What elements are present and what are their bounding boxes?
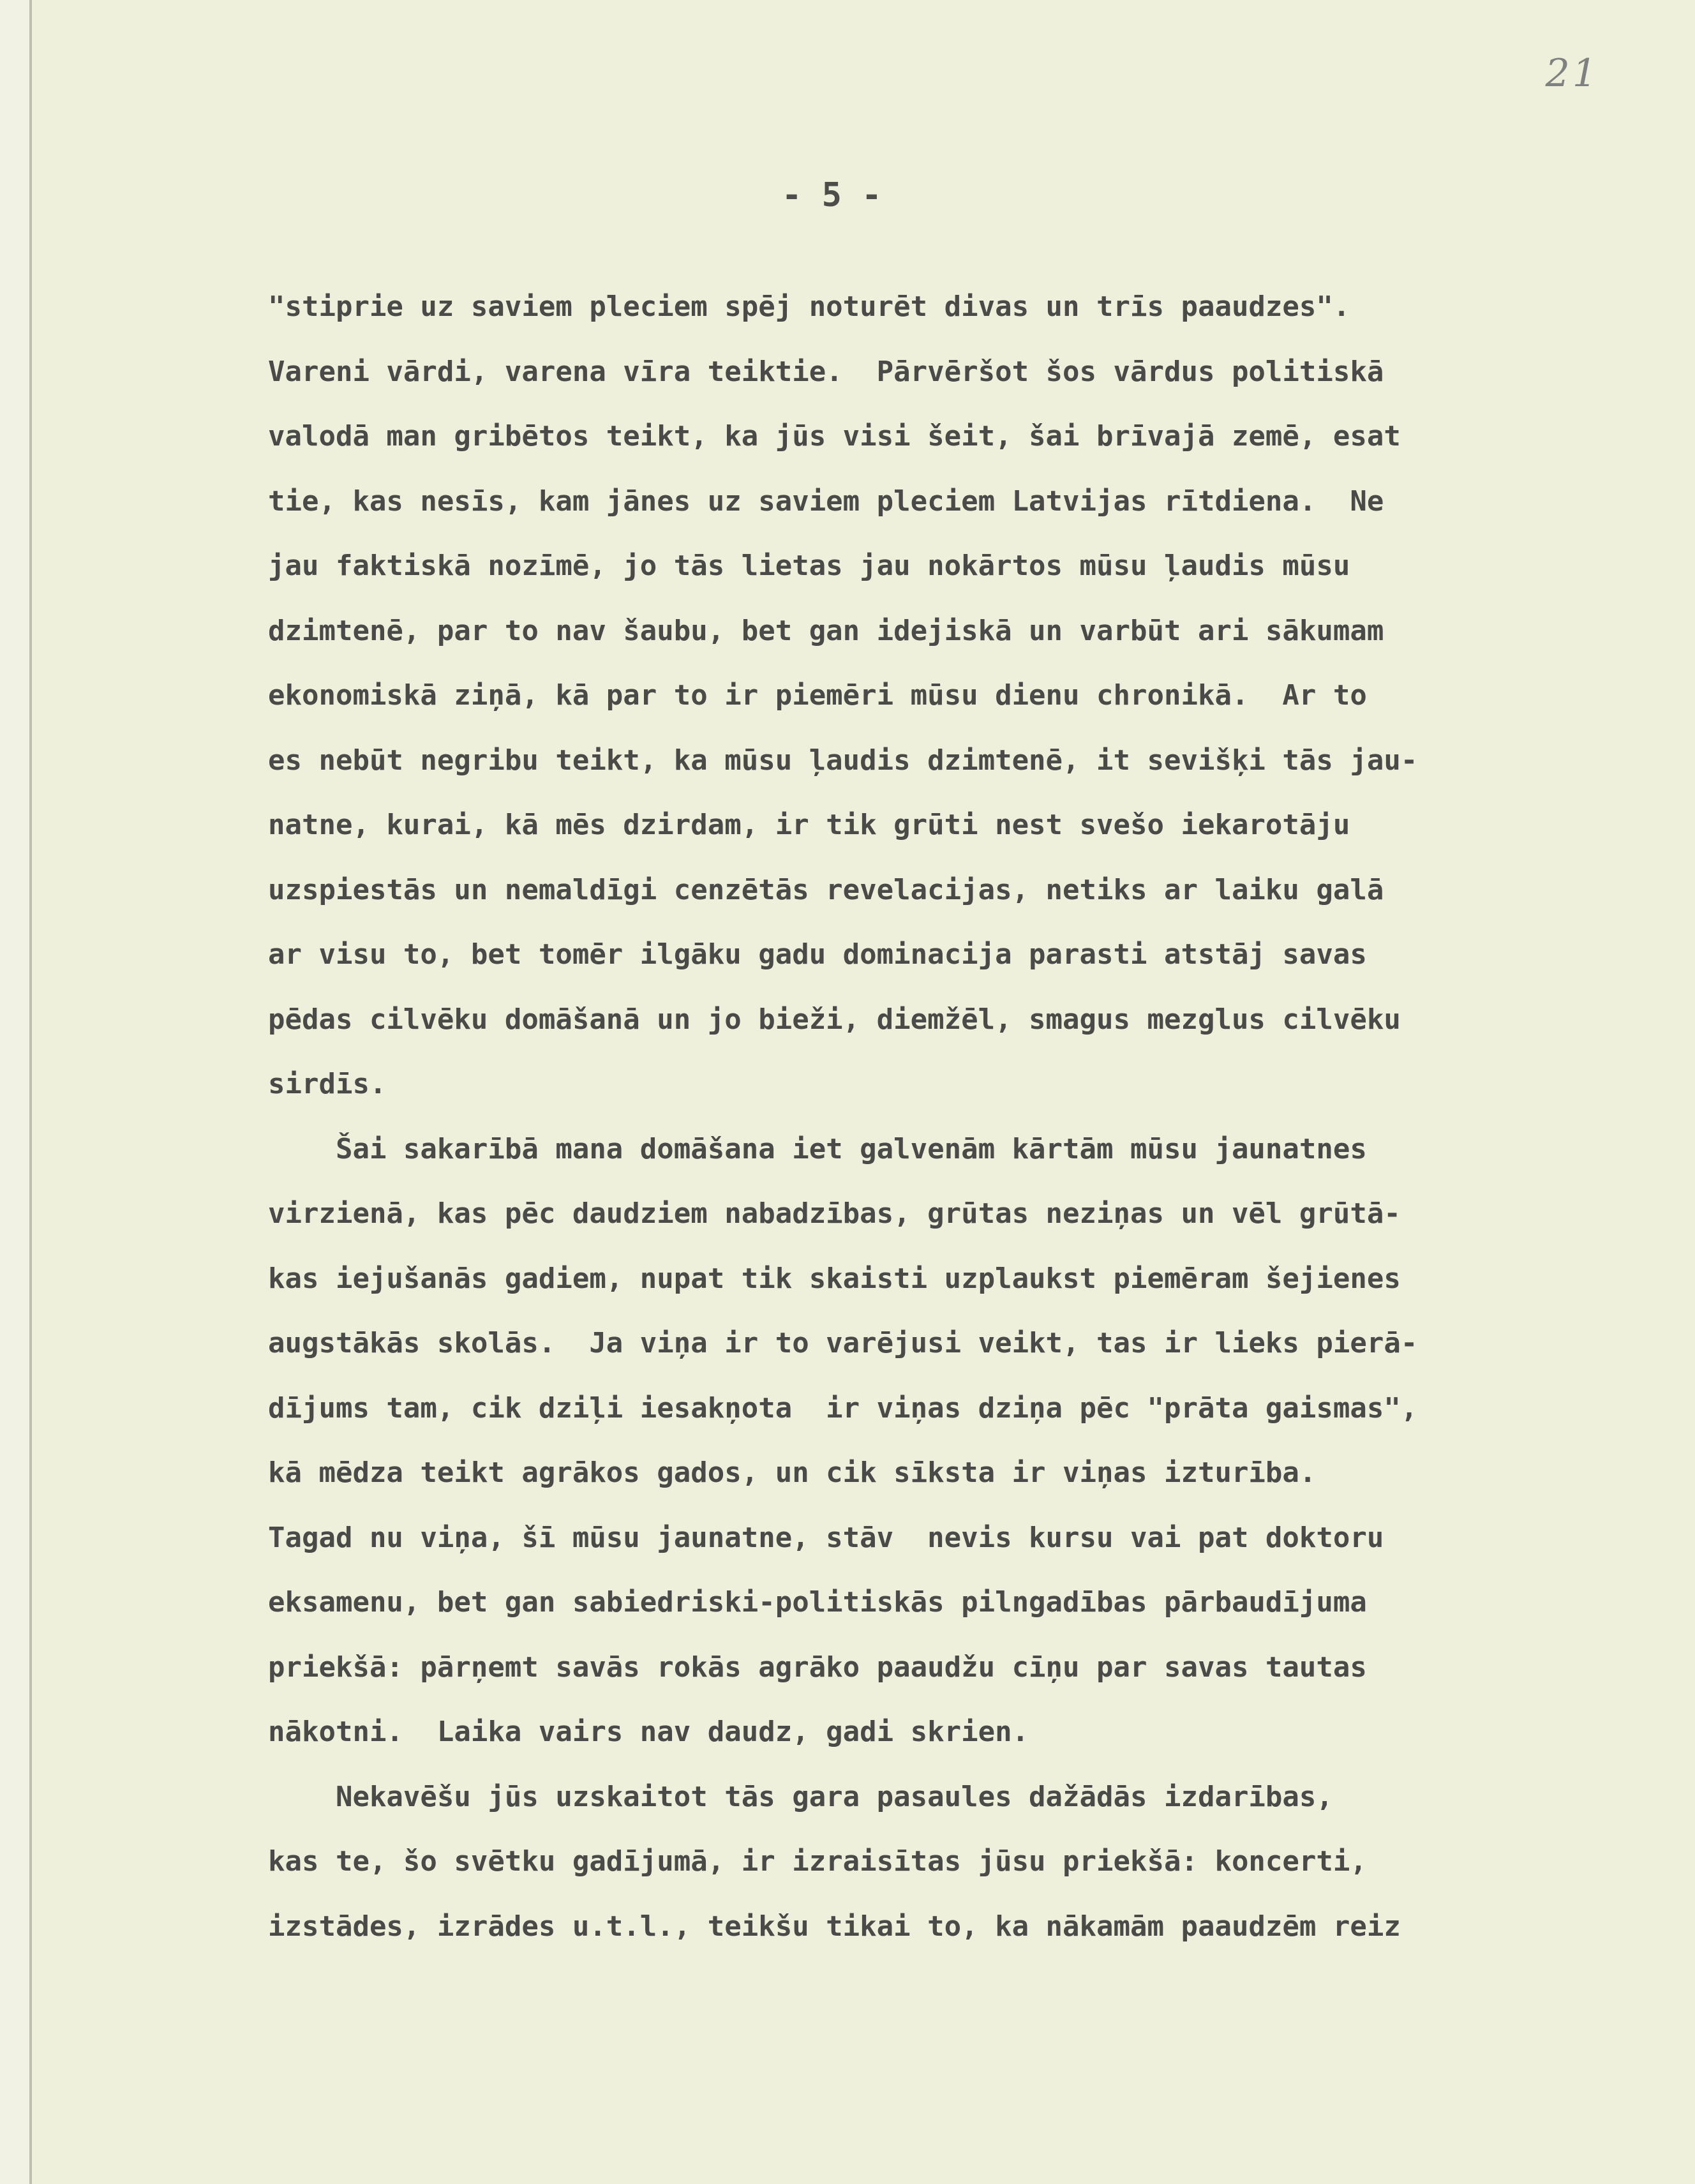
text-line: kas te, šo svētku gadījumā, ir izraisītas jūsu priekšā: koncerti, (268, 1845, 1367, 1878)
text-line: ekonomiskā ziņā, kā par to ir piemēri mūsu dienu chronikā. Ar to (268, 679, 1367, 712)
paragraph-1 (268, 274, 1589, 1117)
paragraph-2 (268, 1117, 1589, 1765)
text-line: es nebūt negribu teikt, ka mūsu ļaudis dzimtenē, it sevišķi tās jau- (268, 744, 1418, 777)
text-line: dzimtenē, par to nav šaubu, bet gan idejiskā un varbūt ari sākumam (268, 614, 1384, 647)
text-line: kas iejušanās gadiem, nupat tik skaisti uzplaukst piemēram šejienes (268, 1262, 1401, 1295)
text-line: virzienā, kas pēc daudziem nabadzības, grūtas neziņas un vēl grūtā- (268, 1197, 1401, 1230)
text-line: ar visu to, bet tomēr ilgāku gadu dominacija parasti atstāj savas (268, 938, 1367, 971)
text-line: pēdas cilvēku domāšanā un jo bieži, diemžēl, smagus mezglus cilvēku (268, 1003, 1401, 1036)
text-line: Šai sakarībā mana domāšana iet galvenām kārtām mūsu jaunatnes (268, 1132, 1367, 1165)
text-line: Tagad nu viņa, šī mūsu jaunatne, stāv nevis kursu vai pat doktoru (268, 1521, 1384, 1554)
text-line: "stiprie uz saviem pleciem spēj noturēt divas un trīs paaudzes". (268, 290, 1350, 323)
text-line: natne, kurai, kā mēs dzirdam, ir tik grūti nest svešo iekarotāju (268, 809, 1350, 841)
paragraph-3 (268, 1765, 1589, 1959)
text-line: sirdīs. (268, 1068, 387, 1100)
text-line: tie, kas nesīs, kam jānes uz saviem pleciem Latvijas rītdiena. Ne (268, 484, 1384, 518)
archive-number: 21 (1545, 51, 1599, 96)
text-line: priekšā: pārņemt savās rokās agrāko paaudžu cīņu par savas tautas (268, 1650, 1367, 1684)
text-line: dījums tam, cik dziļi iesakņota ir viņas dziņa pēc "prāta gaismas", (268, 1391, 1418, 1425)
text-line: izstādes, izrādes u.t.l., teikšu tikai to, ka nākamām paaudzēm reiz (268, 1910, 1401, 1943)
text-line: kā mēdza teikt agrākos gados, un cik sīksta ir viņas izturība. (268, 1456, 1317, 1489)
text-line: Nekavēšu jūs uzskaitot tās gara pasaules dažādās izdarības, (268, 1780, 1333, 1813)
text-line: valodā man gribētos teikt, ka jūs visi šeit, šai brīvajā zemē, esat (268, 420, 1401, 453)
text-line: nākotni. Laika vairs nav daudz, gadi skrien. (268, 1716, 1029, 1748)
text-line: uzspiestās un nemaldīgi cenzētās revelacijas, netiks ar laiku galā (268, 873, 1384, 906)
text-line: eksamenu, bet gan sabiedriski-politiskās pilngadības pārbaudījuma (268, 1586, 1367, 1619)
document-body (268, 274, 1589, 1959)
page-number: - 5 - (782, 176, 882, 214)
text-line: augstākās skolās. Ja viņa ir to varējusi veikt, tas ir lieks pierā- (268, 1327, 1418, 1359)
text-line: jau faktiskā nozīmē, jo tās lietas jau nokārtos mūsu ļaudis mūsu (268, 550, 1350, 582)
text-line: Vareni vārdi, varena vīra teiktie. Pārvēršot šos vārdus politiskā (268, 355, 1384, 388)
